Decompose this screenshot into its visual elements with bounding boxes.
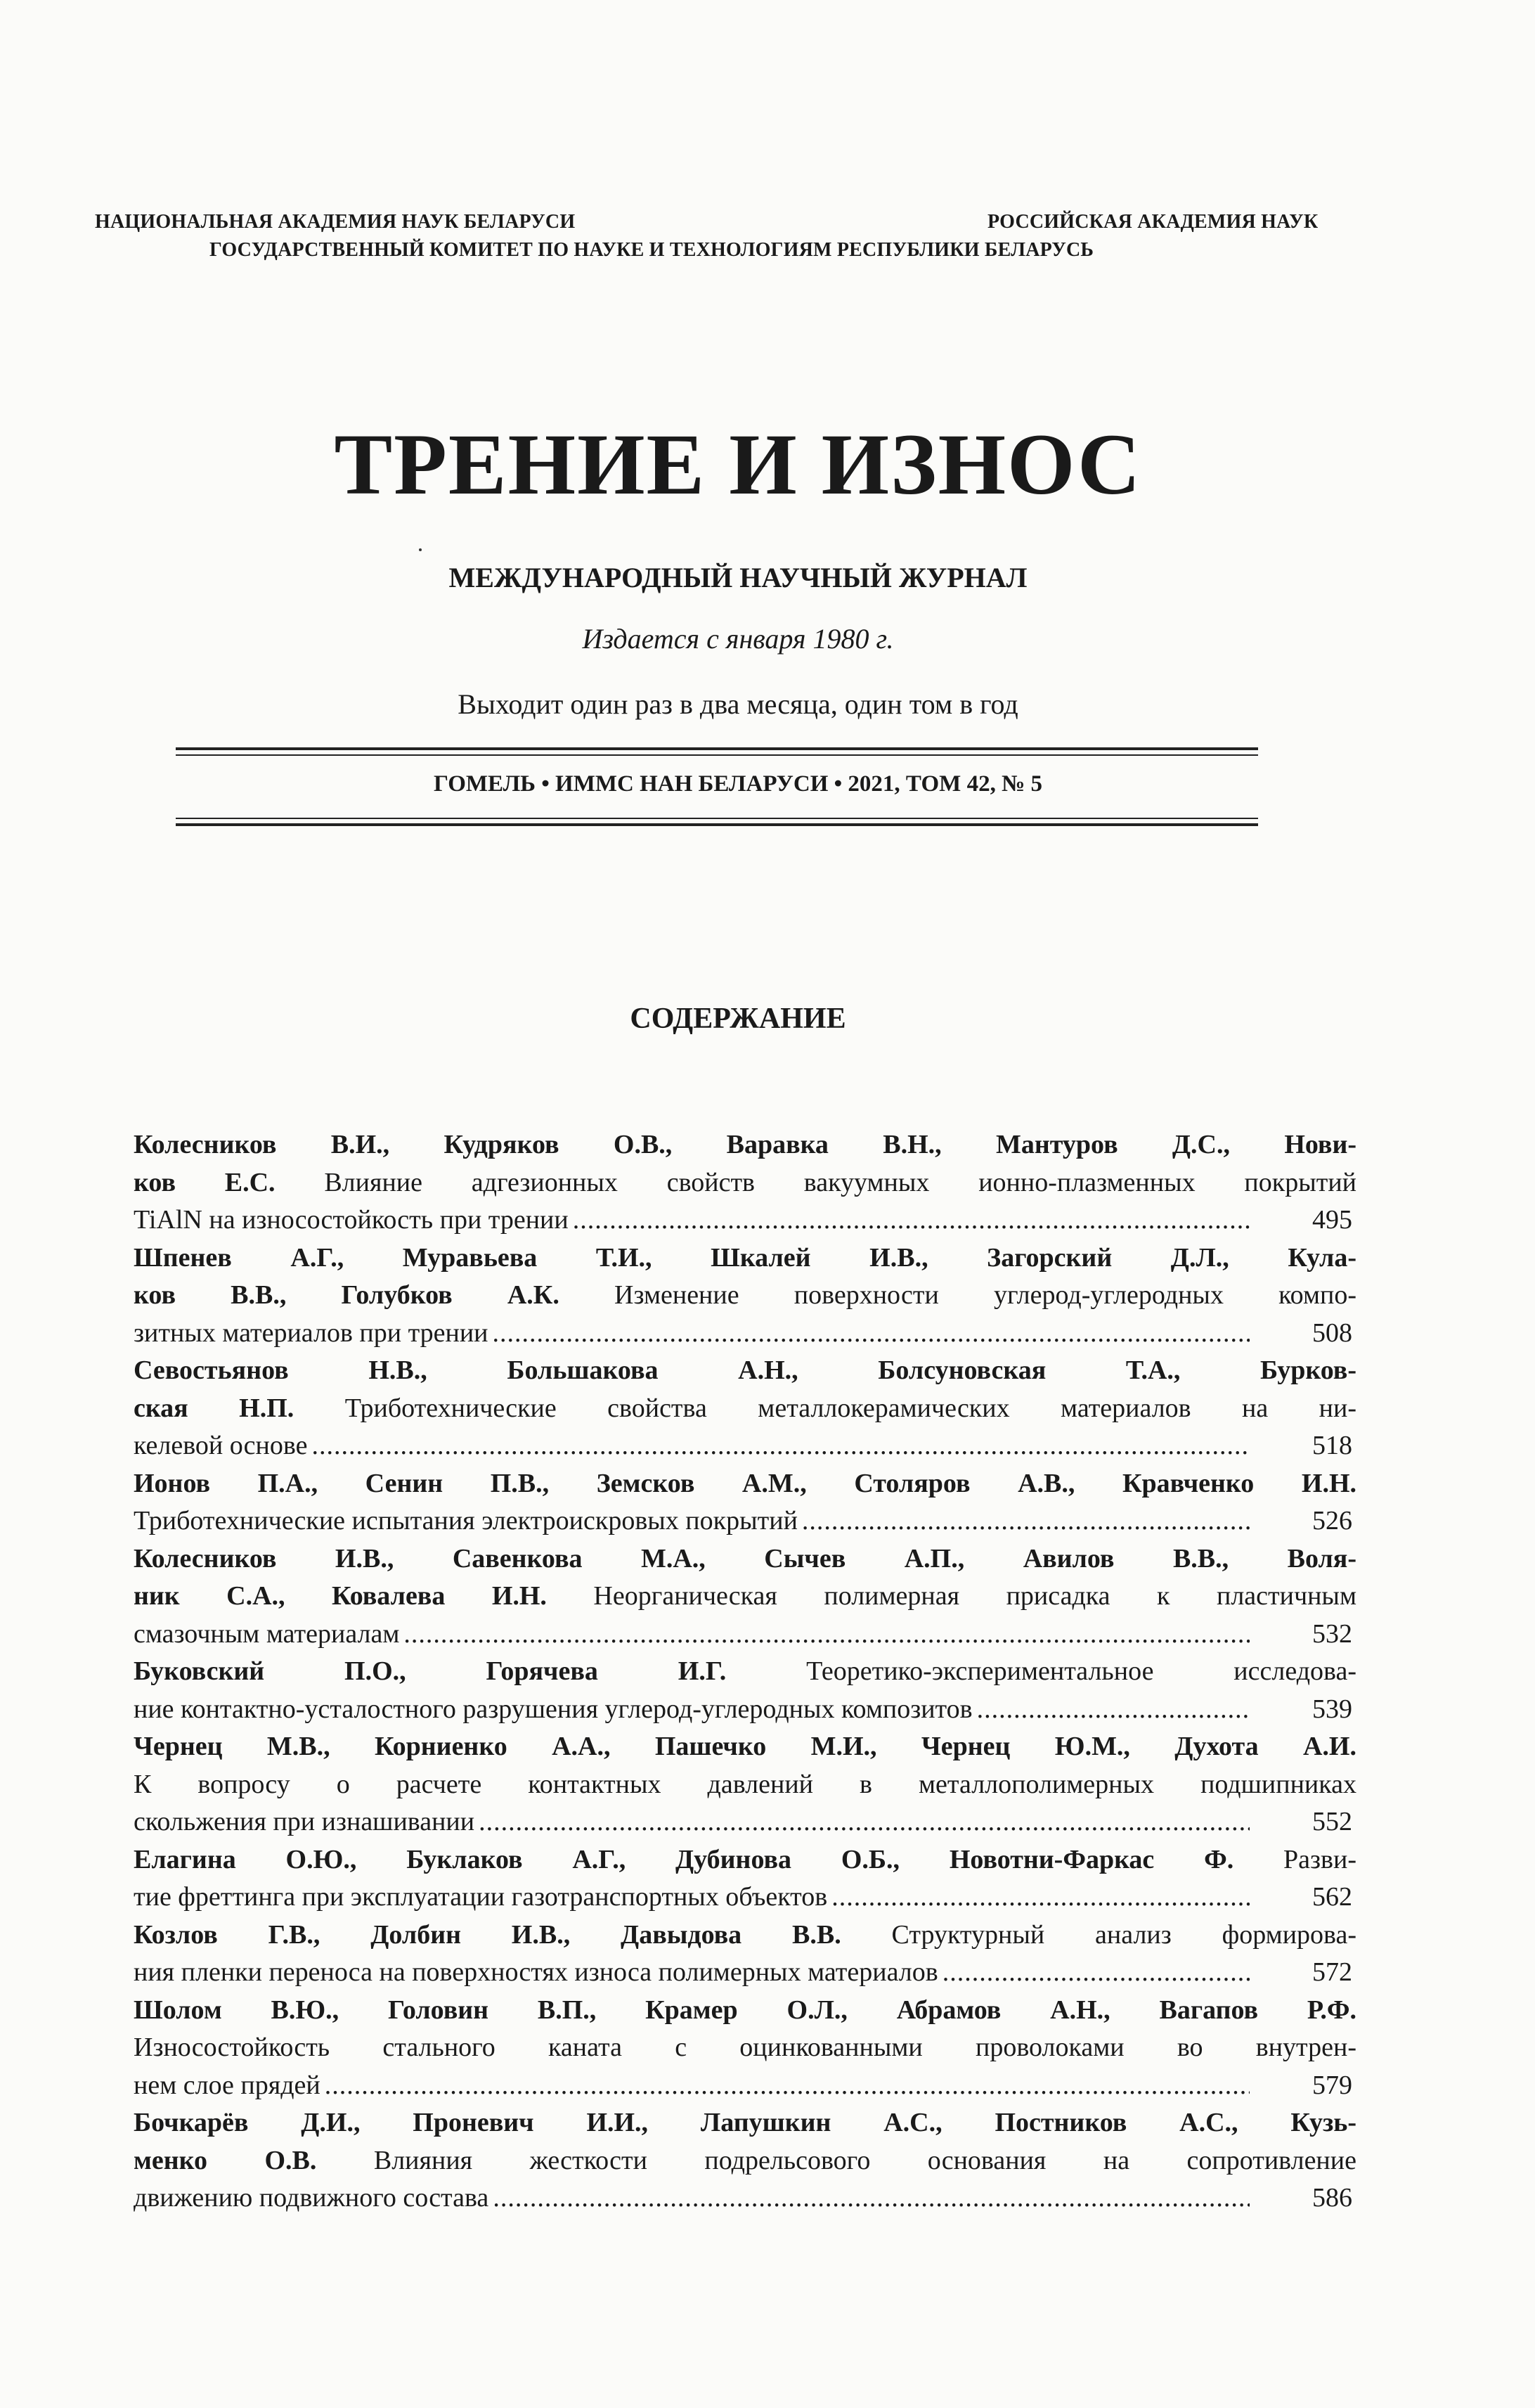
toc-authors: ков В.В., Голубков А.К. bbox=[134, 1280, 559, 1310]
toc-authors: Шолом В.Ю., Головин В.П., Крамер О.Л., Абрамов А.Н., Вагапов Р.Ф. bbox=[134, 1995, 1356, 2025]
toc-title-text: Теоретико-экспериментальное исследова- bbox=[726, 1656, 1356, 1686]
toc-title-text: ние контактно-усталостного разрушения углерод-углеродных композитов bbox=[134, 1694, 973, 1724]
toc-leader-dots bbox=[403, 1616, 1250, 1654]
toc-leader-dots bbox=[831, 1879, 1250, 1917]
toc-page-number: 579 bbox=[1312, 2070, 1352, 2100]
toc-authors: Бочкарёв Д.И., Проневич И.И., Лапушкин А.С., Постников А.С., Кузь- bbox=[134, 2108, 1356, 2137]
toc-entry-line bbox=[134, 2029, 1356, 2067]
toc-page-number: 539 bbox=[1312, 1694, 1352, 1724]
toc-authors: Колесников И.В., Савенкова М.А., Сычев А.П., Авилов В.В., Воля- bbox=[134, 1543, 1356, 1573]
journal-title: ТРЕНИЕ И ИЗНОС bbox=[334, 416, 1142, 513]
rule-bottom-thin bbox=[176, 818, 1258, 819]
toc-entry bbox=[134, 1465, 1356, 1540]
toc-page-number: 552 bbox=[1312, 1807, 1352, 1836]
header-left-institution: НАЦИОНАЛЬНАЯ АКАДЕМИЯ НАУК БЕЛАРУСИ bbox=[95, 211, 576, 233]
toc-entry bbox=[134, 1240, 1356, 1353]
toc-page-number: 526 bbox=[1312, 1506, 1352, 1535]
toc-entry-last-line bbox=[134, 2180, 1356, 2217]
toc-entry bbox=[134, 1917, 1356, 1992]
toc-title-text: Неорганическая полимерная присадка к пластичным bbox=[546, 1581, 1356, 1611]
toc-entry-line bbox=[134, 1390, 1356, 1428]
toc-leader-dots bbox=[573, 1202, 1250, 1240]
toc-entry-line bbox=[134, 1164, 1356, 1202]
rule-top-thick bbox=[176, 747, 1258, 750]
toc-leader-dots bbox=[977, 1691, 1250, 1729]
journal-subtitle: МЕЖДУНАРОДНЫЙ НАУЧНЫЙ ЖУРНАЛ bbox=[448, 562, 1028, 593]
toc-authors: Буковский П.О., Горячева И.Г. bbox=[134, 1656, 727, 1686]
toc-authors: Севостьянов Н.В., Большакова А.Н., Болсуновская Т.А., Бурков- bbox=[134, 1356, 1356, 1385]
toc-entry-line bbox=[134, 1653, 1356, 1691]
toc-title-text: движению подвижного состава bbox=[134, 2183, 489, 2213]
toc-authors: ник С.А., Ковалева И.Н. bbox=[134, 1581, 547, 1611]
toc-entry-last-line bbox=[134, 1315, 1356, 1353]
toc-leader-dots bbox=[311, 1427, 1250, 1465]
toc-page-number: 495 bbox=[1312, 1205, 1352, 1235]
toc-title-text: К вопросу о расчете контактных давлений в металлополимерных подшипниках bbox=[134, 1769, 1356, 1799]
toc-title-text: Разви- bbox=[1233, 1844, 1356, 1874]
toc-title-text: Износостойкость стального каната с оцинкованными проволоками во внутрен- bbox=[134, 2033, 1356, 2062]
toc-entry-line bbox=[134, 1540, 1356, 1578]
toc-entry-last-line bbox=[134, 1954, 1356, 1992]
toc-authors: Колесников В.И., Кудряков О.В., Варавка В.Н., Мантуров Д.С., Нови- bbox=[134, 1130, 1356, 1159]
toc-entry-line bbox=[134, 1352, 1356, 1390]
toc-title-text: смазочным материалам bbox=[134, 1618, 400, 1649]
toc-title-text: Изменение поверхности углерод-углеродных компо- bbox=[559, 1280, 1356, 1310]
toc-leader-dots bbox=[943, 1954, 1250, 1992]
toc-page-number: 586 bbox=[1312, 2183, 1352, 2213]
speck bbox=[419, 548, 422, 551]
toc-entry-line bbox=[134, 1126, 1356, 1164]
toc-title-text: зитных материалов при трении bbox=[134, 1318, 488, 1348]
toc-page-number: 532 bbox=[1312, 1618, 1352, 1649]
toc-entry-last-line bbox=[134, 2067, 1356, 2105]
toc-leader-dots bbox=[493, 1315, 1250, 1353]
toc-leader-dots bbox=[479, 1803, 1250, 1841]
toc-title-text: ния пленки переноса на поверхностях износа полимерных материалов bbox=[134, 1957, 938, 1987]
toc-authors: менко О.В. bbox=[134, 2145, 317, 2175]
toc-authors: Козлов Г.В., Долбин И.В., Давыдова В.В. bbox=[134, 1919, 841, 1950]
toc-authors: Чернец М.В., Корниенко А.А., Пашечко М.И., Чернец Ю.М., Духота А.И. bbox=[134, 1732, 1356, 1761]
toc-page-number: 518 bbox=[1312, 1431, 1352, 1460]
toc-title-text: Влияние адгезионных свойств вакуумных ионно-плазменных покрытий bbox=[275, 1167, 1356, 1197]
toc-entry bbox=[134, 1728, 1356, 1841]
toc-entry bbox=[134, 1126, 1356, 1240]
toc-entry bbox=[134, 1992, 1356, 2105]
rule-bottom-thick bbox=[176, 823, 1258, 826]
toc-authors: Елагина О.Ю., Буклаков А.Г., Дубинова О.Б., Новотни-Фаркас Ф. bbox=[134, 1844, 1234, 1874]
toc-entry-last-line bbox=[134, 1502, 1356, 1540]
header-state-committee: ГОСУДАРСТВЕННЫЙ КОМИТЕТ ПО НАУКЕ И ТЕХНОЛОГИЯМ РЕСПУБЛИКИ БЕЛАРУСЬ bbox=[209, 239, 1094, 261]
toc-entry-last-line bbox=[134, 1427, 1356, 1465]
toc-entry-line bbox=[134, 2104, 1356, 2142]
toc-authors: ская Н.П. bbox=[134, 1393, 294, 1423]
toc-title-text: скольжения при изнашивании bbox=[134, 1807, 475, 1836]
toc-entry-last-line bbox=[134, 1616, 1356, 1654]
rule-top-thin bbox=[176, 754, 1258, 756]
toc-entry bbox=[134, 1352, 1356, 1465]
toc-page-number: 562 bbox=[1312, 1882, 1352, 1912]
toc-entry-line bbox=[134, 2142, 1356, 2180]
header-right-institution: РОССИЙСКАЯ АКАДЕМИЯ НАУК bbox=[987, 211, 1319, 233]
toc-entry bbox=[134, 1841, 1356, 1917]
toc-authors: Шпенев А.Г., Муравьева Т.И., Шкалей И.В., Загорский Д.Л., Кула- bbox=[134, 1242, 1356, 1273]
toc-entry-line bbox=[134, 1992, 1356, 2030]
journal-since: Издается с января 1980 г. bbox=[582, 623, 894, 655]
toc-entry-last-line bbox=[134, 1202, 1356, 1240]
toc-title-text: келевой основе bbox=[134, 1431, 308, 1460]
toc-title-text: Структурный анализ формирова- bbox=[841, 1919, 1356, 1950]
toc-title-text: тие фреттинга при эксплуатации газотранспортных объектов bbox=[134, 1882, 828, 1912]
toc-title-text: нем слое прядей bbox=[134, 2070, 320, 2100]
toc-entry bbox=[134, 2104, 1356, 2217]
table-of-contents bbox=[134, 1126, 1356, 2217]
toc-entry bbox=[134, 1540, 1356, 1654]
toc-entry-last-line bbox=[134, 1879, 1356, 1917]
toc-title-text: Триботехнические испытания электроискровых покрытий bbox=[134, 1506, 798, 1535]
journal-imprint: ГОМЕЛЬ • ИММС НАН БЕЛАРУСИ • 2021, ТОМ 42, № 5 bbox=[434, 771, 1042, 797]
toc-page-number: 572 bbox=[1312, 1957, 1352, 1987]
toc-title-text: Влияния жесткости подрельсового основания на сопротивление bbox=[316, 2145, 1356, 2175]
toc-authors: Ионов П.А., Сенин П.В., Земсков А.М., Столяров А.В., Кравченко И.Н. bbox=[134, 1468, 1356, 1498]
toc-page-number: 508 bbox=[1312, 1318, 1352, 1348]
toc-entry-line bbox=[134, 1766, 1356, 1804]
toc-leader-dots bbox=[325, 2067, 1250, 2105]
toc-entry-line bbox=[134, 1578, 1356, 1616]
toc-entry-line bbox=[134, 1240, 1356, 1277]
journal-frequency: Выходит один раз в два месяца, один том в год bbox=[458, 688, 1018, 720]
toc-entry-last-line bbox=[134, 1803, 1356, 1841]
toc-title-text: TiAlN на износостойкость при трении bbox=[134, 1205, 569, 1235]
toc-entry-last-line bbox=[134, 1691, 1356, 1729]
toc-entry-line bbox=[134, 1277, 1356, 1315]
toc-leader-dots bbox=[493, 2180, 1250, 2217]
toc-leader-dots bbox=[802, 1502, 1250, 1540]
toc-entry-line bbox=[134, 1917, 1356, 1955]
toc-entry-line bbox=[134, 1728, 1356, 1766]
toc-entry-line bbox=[134, 1465, 1356, 1503]
toc-authors: ков Е.С. bbox=[134, 1167, 276, 1197]
toc-title-text: Триботехнические свойства металлокерамических материалов на ни- bbox=[294, 1393, 1356, 1423]
contents-heading: СОДЕРЖАНИЕ bbox=[630, 1003, 846, 1035]
toc-entry bbox=[134, 1653, 1356, 1728]
toc-entry-line bbox=[134, 1841, 1356, 1879]
